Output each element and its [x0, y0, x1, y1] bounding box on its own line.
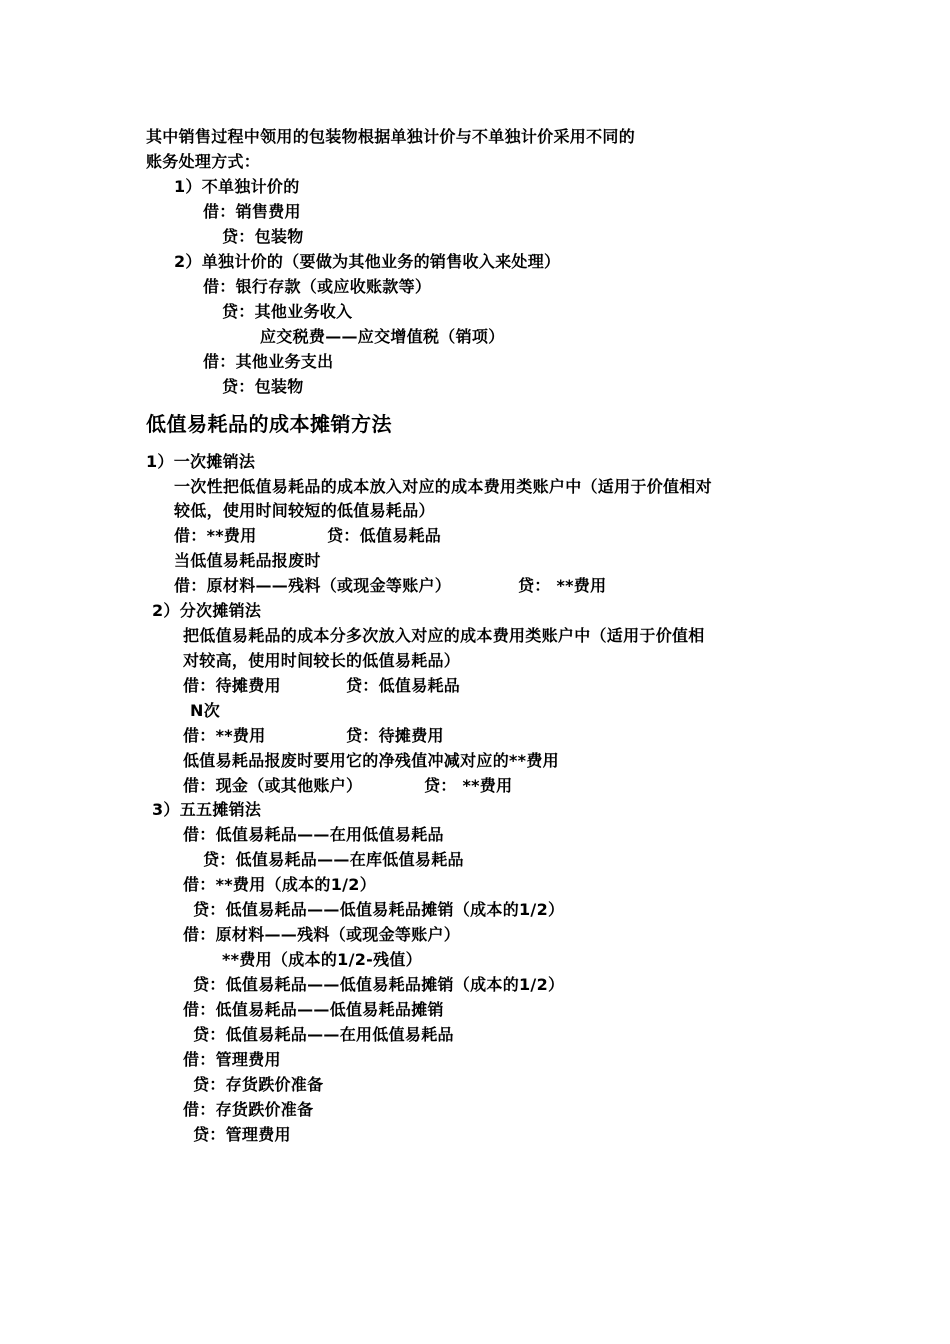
method1-scrap-note: 当低值易耗品报废时: [174, 551, 321, 570]
method2-entry1-debit: 借：待摊费用: [183, 676, 281, 695]
method3-title: 3）五五摊销法: [152, 800, 262, 819]
method3-line-11: 贷：存货跌价准备: [193, 1075, 324, 1094]
method2-scrap-note: 低值易耗品报废时要用它的净残值冲减对应的**费用: [183, 751, 559, 770]
method1-entry1-debit: 借：**费用: [174, 526, 257, 545]
method2-entry3-credit: 贷： **费用: [424, 776, 513, 795]
method1-entry2-debit: 借：原材料——残料（或现金等账户）: [174, 576, 452, 595]
case2-credit-1: 贷：其他业务收入: [222, 302, 353, 321]
method3-line-7: 贷：低值易耗品——低值易耗品摊销（成本的1/2）: [193, 975, 565, 994]
method2-entry2-debit: 借：**费用: [183, 726, 266, 745]
case2-debit-2: 借：其他业务支出: [203, 352, 334, 371]
method3-line-1: 借：低值易耗品——在用低值易耗品: [183, 825, 444, 844]
method2-times: N次: [190, 701, 220, 720]
method1-entry2-credit: 贷： **费用: [518, 576, 607, 595]
method3-line-6: **费用（成本的1/2-残值）: [222, 950, 422, 969]
case1-credit: 贷：包装物: [222, 227, 304, 246]
method1-entry1-credit: 贷：低值易耗品: [327, 526, 442, 545]
intro-line-1: 其中销售过程中领用的包装物根据单独计价与不单独计价采用不同的: [146, 127, 636, 146]
method3-line-9: 贷：低值易耗品——在用低值易耗品: [193, 1025, 454, 1044]
method1-desc-2: 较低，使用时间较短的低值易耗品）: [174, 501, 435, 520]
section-heading: 低值易耗品的成本摊销方法: [146, 412, 392, 436]
method2-desc-1: 把低值易耗品的成本分多次放入对应的成本费用类账户中（适用于价值相: [183, 626, 705, 645]
case1-title: 1）不单独计价的: [174, 177, 300, 196]
method3-line-4: 贷：低值易耗品——低值易耗品摊销（成本的1/2）: [193, 900, 565, 919]
method2-title: 2）分次摊销法: [152, 601, 262, 620]
method3-line-5: 借：原材料——残料（或现金等账户）: [183, 925, 461, 944]
method3-line-3: 借：**费用（成本的1/2）: [183, 875, 377, 894]
case2-credit-2: 应交税费——应交增值税（销项）: [260, 327, 505, 346]
intro-line-2: 账务处理方式：: [146, 152, 261, 171]
case2-debit-1: 借：银行存款（或应收账款等）: [203, 277, 432, 296]
method3-line-2: 贷：低值易耗品——在库低值易耗品: [203, 850, 464, 869]
case2-title: 2）单独计价的（要做为其他业务的销售收入来处理）: [174, 252, 561, 271]
method3-line-13: 贷：管理费用: [193, 1125, 291, 1144]
method3-line-10: 借：管理费用: [183, 1050, 281, 1069]
case2-credit-3: 贷：包装物: [222, 377, 304, 396]
method1-title: 1）一次摊销法: [146, 452, 256, 471]
method2-entry2-credit: 贷：待摊费用: [346, 726, 444, 745]
method3-line-12: 借：存货跌价准备: [183, 1100, 314, 1119]
case1-debit: 借：销售费用: [203, 202, 301, 221]
method2-entry3-debit: 借：现金（或其他账户）: [183, 776, 363, 795]
method3-line-8: 借：低值易耗品——低值易耗品摊销: [183, 1000, 444, 1019]
method1-desc-1: 一次性把低值易耗品的成本放入对应的成本费用类账户中（适用于价值相对: [174, 477, 712, 496]
method2-entry1-credit: 贷：低值易耗品: [346, 676, 461, 695]
method2-desc-2: 对较高，使用时间较长的低值易耗品）: [183, 651, 461, 670]
